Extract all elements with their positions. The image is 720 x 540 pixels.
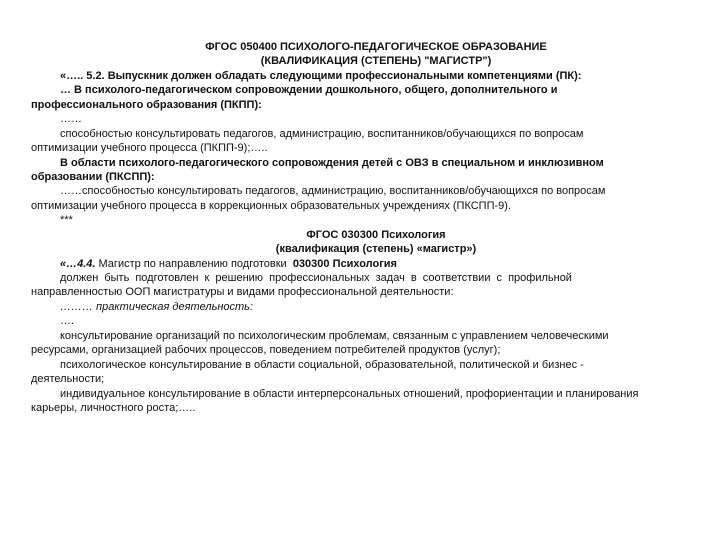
text-line: …. [60,315,75,328]
intro-prefix: «…4.4. [60,257,96,270]
intro-text: Магистр по направлению подготовки [95,257,293,270]
text-line [31,170,641,184]
text-line: способностью консультировать педагогов, администрацию, воспитанников/обучающихся по вопросам [60,127,584,140]
text-line: В области психолого-педагогического сопровождения детей с ОВЗ в специальном и инклюзивном [60,156,604,169]
text-bold: образовании (ПКСПП): [31,170,155,183]
text-line: деятельности; [31,373,105,386]
text-line: ……способностью консультировать педагогов, администрацию, воспитанников/обучающихся по вопросам [60,185,606,198]
section2-title: ФГОС 030300 Психология [306,228,446,241]
document-body [31,40,641,415]
section1-title: ФГОС 050400 ПСИХОЛОГО-ПЕДАГОГИЧЕСКОЕ ОБРАЗОВАНИЕ [205,41,547,53]
text-line: карьеры, личностного роста;….. [31,401,196,414]
section2-subtitle: (квалификация (степень) «магистр») [275,243,477,256]
text-line: ресурсами, организацией рабочих процессов, поведением потребителей продуктов (услуг); [31,344,501,357]
text-line: должен быть подготовлен к решению профессиональных задач в соответствии с профильной [60,272,572,284]
text-line: «….. 5.2. Выпускник должен обладать следующими профессиональными компетенциями (ПК): [60,69,582,82]
text-line [31,257,641,271]
text-line: профессионального образования (ПКПП): [31,98,262,111]
text-line: психологическое консультирование в области социальной, образовательной, политической и бизнес - [60,358,584,371]
text-line: направленностью ООП магистратуры и видами профессиональной деятельности: [31,286,454,299]
text-line: индивидуальное консультирование в области интерперсональных отношений, профориентации и планирования [60,387,639,400]
text-line: оптимизации учебного процесса в коррекционных образовательных учреждениях (ПКСПП-9). [31,199,511,212]
text-line: оптимизации учебного процесса (ПКПП-9);….. [31,142,268,155]
text-line: … В психолого-педагогическом сопровождении дошкольного, общего, дополнительного и [60,84,558,97]
section1-subtitle: (КВАЛИФИКАЦИЯ (СТЕПЕНЬ) "МАГИСТР") [260,55,492,68]
text-line: консультирование организаций по психологическим проблемам, связанным с управлением человеческими [60,329,609,342]
separator-stars: *** [60,214,73,227]
text-line: ……… практическая деятельность: [60,300,254,313]
text-line: …… [60,113,82,126]
intro-bold: 030300 Психология [292,257,397,270]
